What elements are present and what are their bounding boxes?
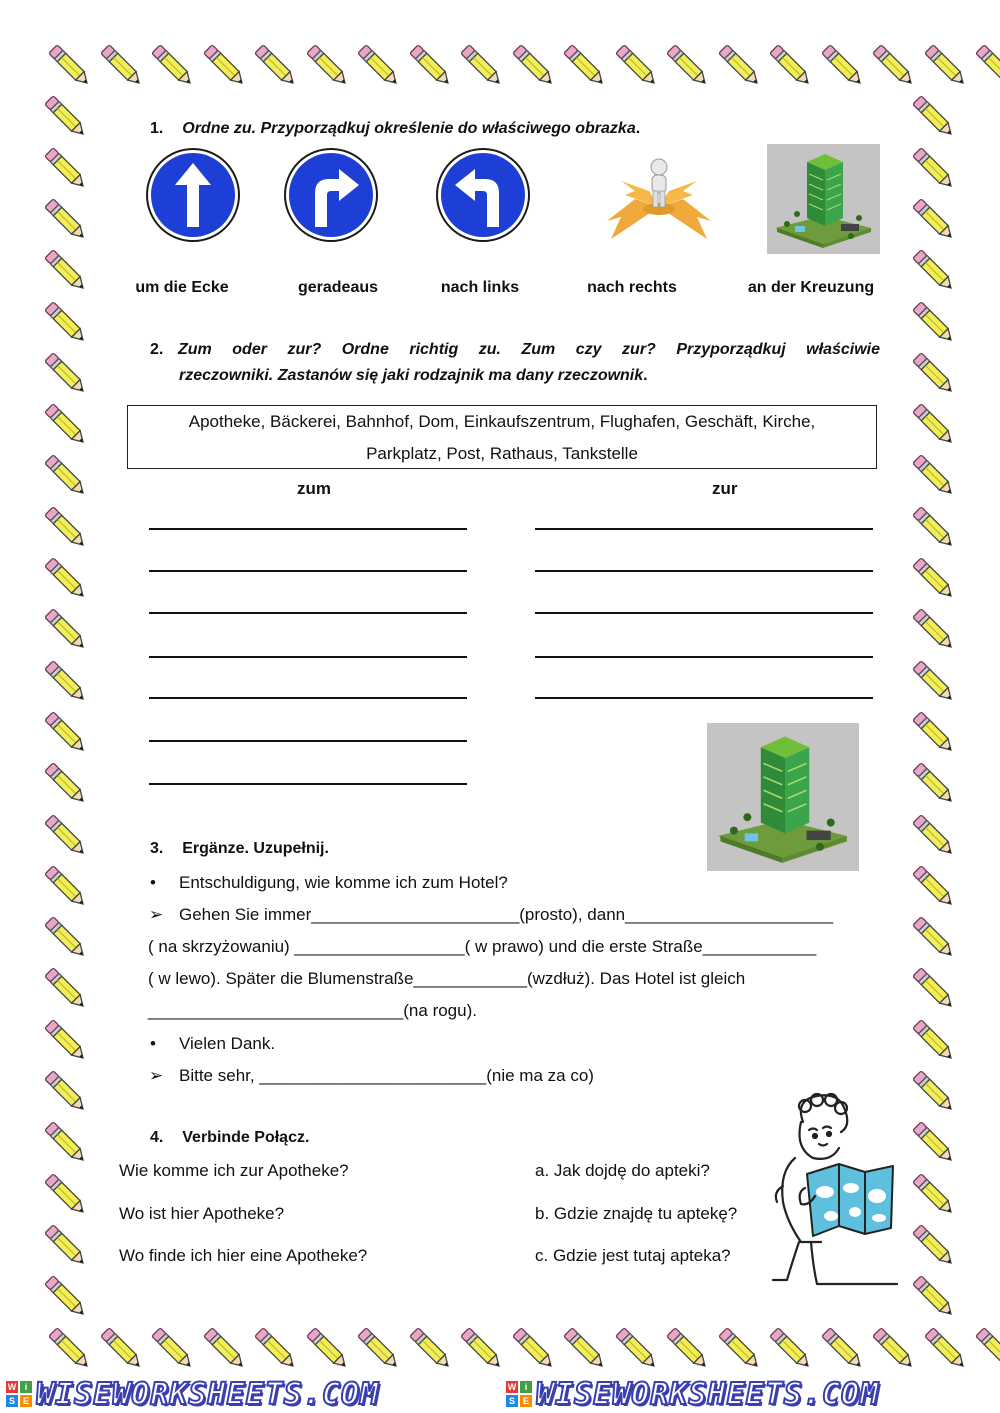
pencil-icon xyxy=(405,1323,457,1375)
pencil-icon xyxy=(40,1015,92,1067)
task3-line3: ( na skrzyżowaniu) __________________( w prawo) und die erste Straße____________ xyxy=(148,937,817,956)
footer-brand-group-2 xyxy=(500,1377,1000,1412)
bullet-dot-icon: • xyxy=(150,1034,156,1053)
pencil-icon xyxy=(40,194,92,246)
task3-line6: Vielen Dank. xyxy=(179,1034,276,1053)
task4-right-b: b. Gdzie znajdę tu aptekę? xyxy=(535,1204,738,1223)
task1-heading xyxy=(150,120,640,138)
task3-line2: Gehen Sie immer______________________(prosto), dann______________________ xyxy=(179,905,834,924)
pencil-icon xyxy=(40,707,92,759)
pencil-icon xyxy=(765,40,817,92)
pencil-icon xyxy=(908,553,960,605)
label-nach-links: nach links xyxy=(440,279,520,296)
pencil-icon xyxy=(40,553,92,605)
answer-line-zur[interactable] xyxy=(535,570,873,572)
label-geradeaus: geradeaus xyxy=(297,279,379,296)
pencil-icon xyxy=(40,297,92,349)
word-box xyxy=(127,405,877,469)
pencil-icon xyxy=(147,1323,199,1375)
pencil-icon xyxy=(405,40,457,92)
pencil-icon xyxy=(908,912,960,964)
pencil-icon xyxy=(40,1169,92,1221)
pencil-icon xyxy=(40,604,92,656)
pencil-icon xyxy=(908,963,960,1015)
task4-left-1: Wie komme ich zur Apotheke? xyxy=(119,1161,349,1180)
word-box-line1: Apotheke, Bäckerei, Bahnhof, Dom, Einkaufszentrum, Flughafen, Geschäft, Kirche, xyxy=(188,412,816,431)
pencil-icon xyxy=(44,40,96,92)
answer-line-zum[interactable] xyxy=(149,656,467,658)
task4-right-c: c. Gdzie jest tutaj apteka? xyxy=(535,1246,731,1265)
answer-line-zum[interactable] xyxy=(149,740,467,742)
answer-line-zum[interactable] xyxy=(149,570,467,572)
pencil-icon xyxy=(559,1323,611,1375)
pencil-icon xyxy=(40,963,92,1015)
footer-brand-text[interactable]: WISEWORKSHEETS.COM xyxy=(36,1376,380,1412)
brand-logo-icon: W i S E xyxy=(506,1381,532,1407)
task4-right-a: a. Jak dojdę do apteki? xyxy=(535,1161,710,1180)
pencil-icon xyxy=(456,1323,508,1375)
pencil-icon xyxy=(908,656,960,708)
pencil-icon xyxy=(908,502,960,554)
crossroads-figure-icon xyxy=(605,155,713,245)
footer-brand-group-1 xyxy=(0,1377,500,1412)
answer-line-zur[interactable] xyxy=(535,612,873,614)
task2-title-end: . xyxy=(643,367,648,384)
task4-left-3: Wo finde ich hier eine Apotheke? xyxy=(119,1246,368,1265)
pencil-icon xyxy=(908,604,960,656)
pencil-icon xyxy=(40,861,92,913)
pencil-icon xyxy=(199,1323,251,1375)
pencil-icon xyxy=(456,40,508,92)
pencil-icon xyxy=(908,1015,960,1067)
answer-line-zum[interactable] xyxy=(149,528,467,530)
task1-title: Ordne zu. Przyporządkuj określenie do właściwego obrazka xyxy=(182,120,636,137)
pencil-icon xyxy=(908,758,960,810)
task4-title: Verbinde Połącz. xyxy=(182,1129,310,1146)
footer-brand-text[interactable]: WISEWORKSHEETS.COM xyxy=(536,1376,880,1412)
pencil-icon xyxy=(662,1323,714,1375)
pencil-icon xyxy=(508,40,560,92)
task1-title-end: . xyxy=(635,120,641,137)
task3-line1: Entschuldigung, wie komme ich zum Hotel? xyxy=(179,873,508,892)
pencil-icon xyxy=(908,810,960,862)
pencil-icon xyxy=(40,1066,92,1118)
turn-left-arrow-sign-icon xyxy=(435,147,531,243)
girl-with-map-icon xyxy=(765,1092,900,1294)
pencil-icon xyxy=(908,348,960,400)
pencil-icon xyxy=(868,40,920,92)
pencil-icon xyxy=(40,912,92,964)
column-header-zur: zur xyxy=(712,479,738,498)
pencil-icon xyxy=(40,810,92,862)
pencil-icon xyxy=(44,1323,96,1375)
footer-brand-bar xyxy=(0,1375,1000,1413)
pencil-icon xyxy=(147,40,199,92)
pencil-icon xyxy=(40,245,92,297)
arrow-bullet-icon: ➢ xyxy=(149,1066,164,1085)
pencil-icon xyxy=(40,91,92,143)
answer-line-zur[interactable] xyxy=(535,697,873,699)
pencil-icon xyxy=(40,758,92,810)
pencil-icon xyxy=(353,1323,405,1375)
pencil-icon xyxy=(199,40,251,92)
pencil-icon xyxy=(611,40,663,92)
task1-number: 1. xyxy=(150,120,164,137)
pencil-icon xyxy=(96,40,148,92)
word-box-line2: Parkplatz, Post, Rathaus, Tankstelle xyxy=(366,444,638,463)
task4-left-2: Wo ist hier Apotheke? xyxy=(119,1204,285,1223)
pencil-icon xyxy=(908,245,960,297)
pencil-icon xyxy=(920,40,972,92)
label-nach-rechts: nach rechts xyxy=(587,279,677,296)
pencil-icon xyxy=(714,1323,766,1375)
answer-line-zur[interactable] xyxy=(535,528,873,530)
pencil-icon xyxy=(908,707,960,759)
pencil-icon xyxy=(559,40,611,92)
pencil-icon xyxy=(908,194,960,246)
pencil-icon xyxy=(40,1117,92,1169)
pencil-icon xyxy=(908,143,960,195)
pencil-icon xyxy=(908,399,960,451)
task3-number: 3. xyxy=(150,840,164,857)
pencil-icon xyxy=(971,1323,1000,1375)
pencil-icon xyxy=(971,40,1000,92)
pencil-icon xyxy=(40,656,92,708)
pencil-icon xyxy=(908,91,960,143)
pencil-icon xyxy=(908,1169,960,1221)
arrow-bullet-icon: ➢ xyxy=(149,905,164,924)
building-image-2-icon xyxy=(706,723,860,871)
brand-logo-icon: W i S E xyxy=(6,1381,32,1407)
turn-right-arrow-sign-icon xyxy=(283,147,379,243)
pencil-icon xyxy=(765,1323,817,1375)
pencil-icon xyxy=(40,348,92,400)
pencil-icon xyxy=(908,861,960,913)
pencil-icon xyxy=(908,297,960,349)
task3-line4: ( w lewo). Später die Blumenstraße____________(wzdłuż). Das Hotel ist gleich xyxy=(148,969,746,988)
pencil-icon xyxy=(714,40,766,92)
task2-title-line2: rzeczowniki. Zastanów się jaki rodzajnik ma dany rzeczownik xyxy=(179,367,644,384)
task4-heading xyxy=(150,1129,309,1147)
task2-title-line1: Zum oder zur? Ordne richtig zu. Zum czy zur? Przyporządkuj właściwie xyxy=(178,341,880,358)
pencil-icon xyxy=(908,450,960,502)
task3-line5: ___________________________(na rogu). xyxy=(148,1001,477,1020)
pencil-icon xyxy=(40,1271,92,1323)
task3-title: Ergänze. Uzupełnij. xyxy=(182,840,329,857)
pencil-icon xyxy=(908,1220,960,1272)
pencil-icon xyxy=(908,1117,960,1169)
pencil-icon xyxy=(40,450,92,502)
pencil-icon xyxy=(908,1066,960,1118)
pencil-icon xyxy=(250,40,302,92)
pencil-icon xyxy=(662,40,714,92)
pencil-icon xyxy=(817,1323,869,1375)
bullet-dot-icon: • xyxy=(150,873,156,892)
answer-line-zum[interactable] xyxy=(149,783,467,785)
straight-arrow-sign-icon xyxy=(145,147,241,243)
answer-line-zum[interactable] xyxy=(149,612,467,614)
task2-number: 2. xyxy=(150,341,164,358)
building-image-icon xyxy=(767,144,880,254)
pencil-icon xyxy=(920,1323,972,1375)
pencil-icon xyxy=(40,502,92,554)
pencil-icon xyxy=(250,1323,302,1375)
pencil-icon xyxy=(40,143,92,195)
pencil-icon xyxy=(353,40,405,92)
pencil-icon xyxy=(40,399,92,451)
answer-line-zum[interactable] xyxy=(149,697,467,699)
column-header-zum: zum xyxy=(297,479,331,498)
pencil-icon xyxy=(611,1323,663,1375)
answer-line-zur[interactable] xyxy=(535,656,873,658)
pencil-icon xyxy=(868,1323,920,1375)
pencil-icon xyxy=(508,1323,560,1375)
task3-line7: Bitte sehr, ________________________(nie ma za co) xyxy=(179,1066,594,1085)
pencil-icon xyxy=(96,1323,148,1375)
pencil-icon xyxy=(908,1271,960,1323)
pencil-icon xyxy=(302,40,354,92)
pencil-icon xyxy=(817,40,869,92)
pencil-icon xyxy=(302,1323,354,1375)
task3-heading xyxy=(150,840,329,858)
task4-number: 4. xyxy=(150,1129,164,1146)
pencil-icon xyxy=(40,1220,92,1272)
label-um-die-ecke: um die Ecke xyxy=(135,279,229,296)
task2-heading xyxy=(150,341,880,385)
label-an-der-kreuzung: an der Kreuzung xyxy=(747,279,875,296)
